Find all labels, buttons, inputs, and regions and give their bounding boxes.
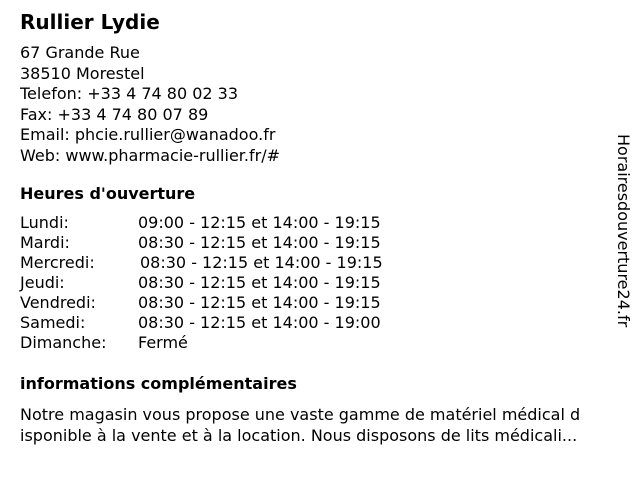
site-watermark: Horairesdouverture24.fr bbox=[614, 134, 633, 328]
business-name: Rullier Lydie bbox=[20, 10, 160, 34]
fax-number: Fax: +33 4 74 80 07 89 bbox=[20, 104, 209, 124]
day-label: Mercredi: bbox=[20, 253, 95, 272]
hours-value: 08:30 - 12:15 et 14:00 - 19:15 bbox=[138, 273, 381, 292]
day-label: Jeudi: bbox=[20, 273, 65, 292]
address-street: 67 Grande Rue bbox=[20, 43, 140, 62]
hours-value: 09:00 - 12:15 et 14:00 - 19:15 bbox=[138, 213, 381, 232]
additional-info-text bbox=[20, 404, 625, 446]
day-label: Lundi: bbox=[20, 213, 69, 232]
contact-block bbox=[20, 43, 280, 166]
hours-value: 08:30 - 12:15 et 14:00 - 19:15 bbox=[138, 293, 381, 312]
website-link[interactable]: Web: www.pharmacie-rullier.fr/# bbox=[20, 145, 280, 165]
hours-value: 08:30 - 12:15 et 14:00 - 19:00 bbox=[138, 313, 381, 332]
description-line: Notre magasin vous propose une vaste gamme de matériel médical d bbox=[20, 405, 581, 424]
hours-value: 08:30 - 12:15 et 14:00 - 19:15 bbox=[140, 253, 383, 272]
opening-hours-heading: Heures d'ouverture bbox=[20, 184, 196, 203]
description-line: isponible à la vente et à la location. Nous disposons de lits médicali... bbox=[20, 426, 578, 445]
phone-number[interactable]: Telefon: +33 4 74 80 02 33 bbox=[20, 84, 239, 103]
address-city: 38510 Morestel bbox=[20, 63, 145, 83]
additional-info-heading: informations complémentaires bbox=[20, 374, 297, 393]
day-label: Vendredi: bbox=[20, 293, 96, 312]
hours-value: 08:30 - 12:15 et 14:00 - 19:15 bbox=[138, 233, 381, 252]
day-label: Samedi: bbox=[20, 313, 86, 332]
day-label: Dimanche: bbox=[20, 333, 107, 352]
day-label: Mardi: bbox=[20, 233, 70, 252]
hours-value: Fermé bbox=[138, 333, 188, 352]
email-address[interactable]: Email: phcie.rullier@wanadoo.fr bbox=[20, 125, 276, 144]
